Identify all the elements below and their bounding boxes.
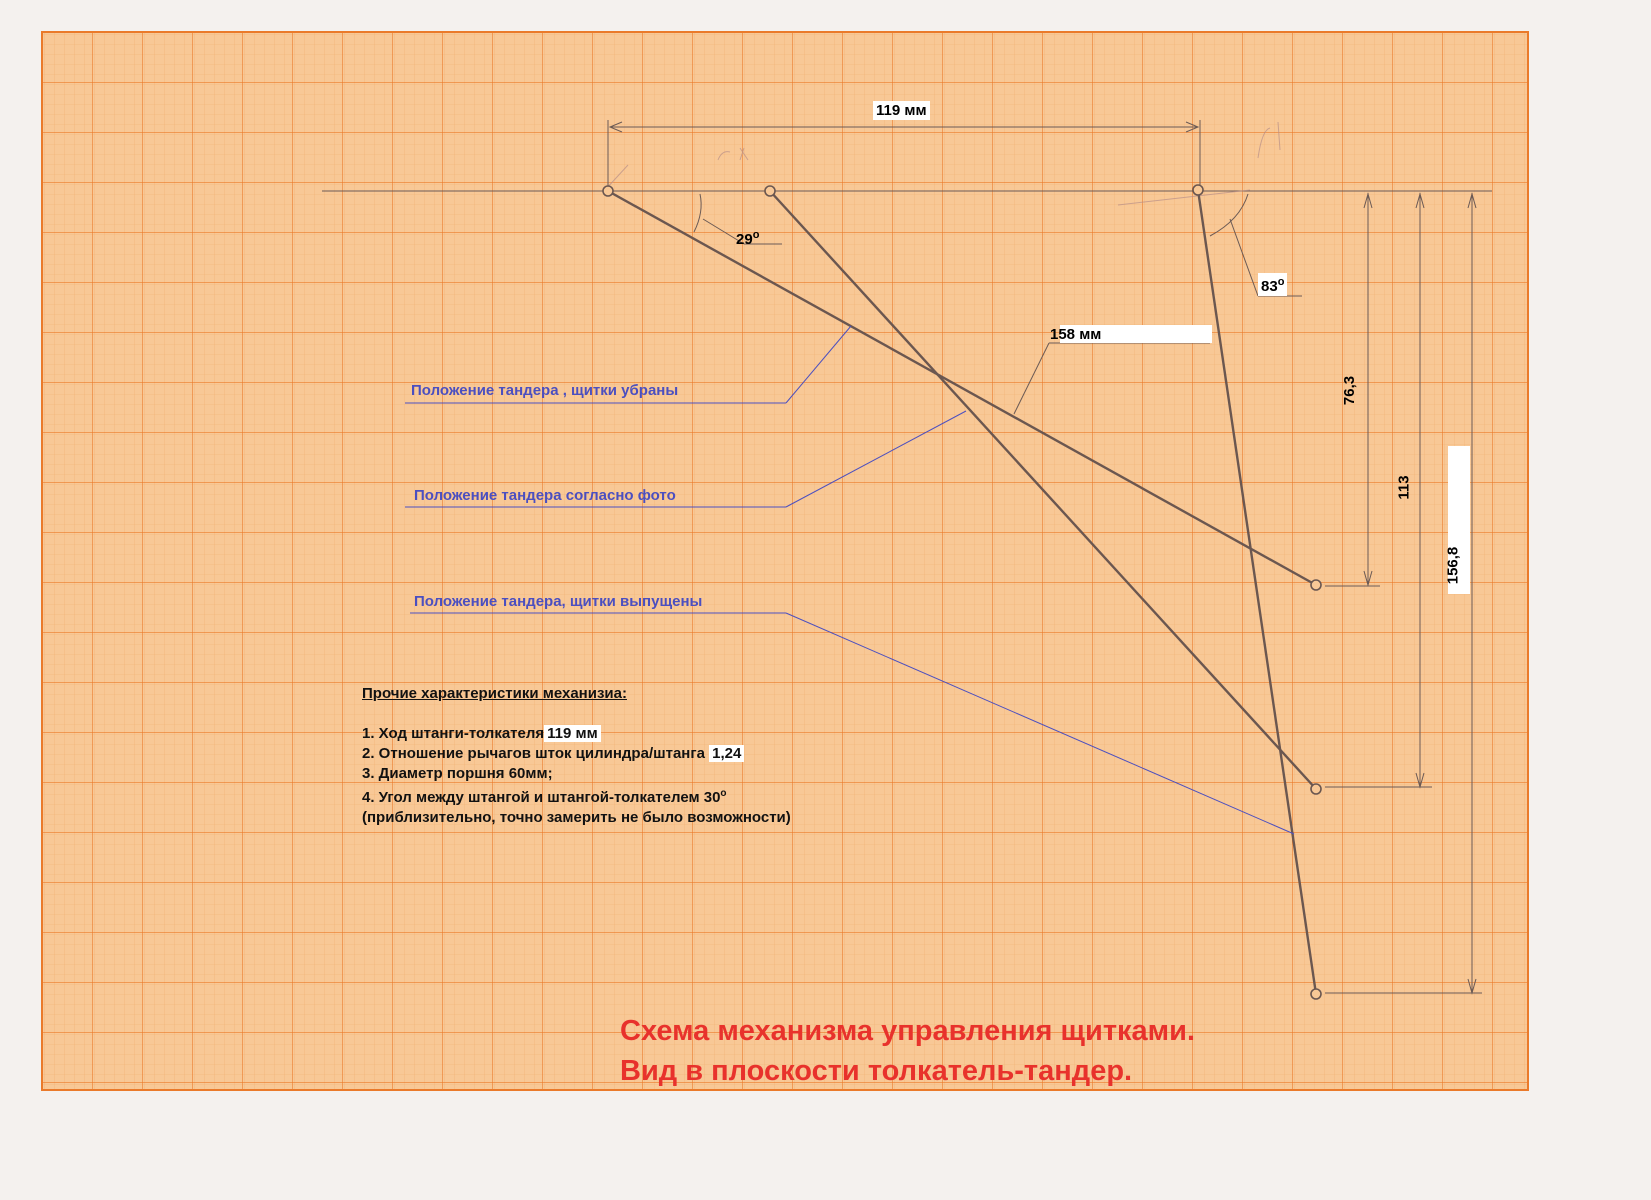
left-angle-label: [736, 226, 759, 249]
title-line-2: Вид в плоскости толкатель-тандер.: [620, 1055, 1133, 1087]
label-photo: Положение тандера согласно фото: [414, 487, 676, 504]
pivot-left: [603, 186, 613, 196]
pivot-photo-end: [1311, 784, 1321, 794]
label-extended: Положение тандера, щитки выпущены: [414, 593, 703, 610]
notes-item-1: [362, 724, 791, 744]
vertical-3-label: 156,8: [1444, 546, 1462, 585]
notes-item-2-value: 1,24: [709, 745, 744, 762]
vertical-1-label: 76,3: [1341, 375, 1359, 406]
left-angle-degree: o: [752, 229, 760, 241]
label-retracted: Положение тандера , щитки убраны: [411, 382, 679, 399]
notes-item-5: (приблизительно, точно замерить не было возможности): [362, 809, 791, 826]
pivot-retracted-end: [1311, 580, 1321, 590]
notes-item-4-degree: o: [720, 788, 727, 799]
notes-item-4: [362, 784, 791, 808]
rod-length-label: 158 мм: [1050, 326, 1102, 343]
pivot-middle: [765, 186, 775, 196]
left-angle-value: 29: [736, 231, 753, 248]
vertical-2-label: 113: [1395, 475, 1413, 500]
title-line-1: Схема механизма управления щитками.: [620, 1015, 1196, 1047]
right-angle-degree: o: [1277, 276, 1285, 288]
pivot-extended-end: [1311, 989, 1321, 999]
notes-item-4-text: 4. Угол между штангой и штангой-толкателем 30: [362, 789, 721, 806]
pivot-right: [1193, 185, 1203, 195]
right-angle-value: 83: [1261, 278, 1278, 295]
notes-item-2: [362, 744, 791, 764]
notes-heading: Прочие характеристики механизиа:: [362, 685, 627, 702]
notes-item-3: 3. Диаметр поршня 60мм;: [362, 765, 553, 782]
notes-item-2-text: 2. Отношение рычагов шток цилиндра/штанга: [362, 745, 705, 762]
notes-item-1-text: 1. Ход штанги-толкателя: [362, 725, 545, 742]
notes-item-1-value: 119 мм: [544, 725, 601, 742]
top-span-label: 119 мм: [873, 101, 930, 120]
diagram-title: [620, 1011, 1195, 1091]
characteristics-notes: [362, 684, 791, 828]
right-angle-label: [1258, 273, 1287, 296]
